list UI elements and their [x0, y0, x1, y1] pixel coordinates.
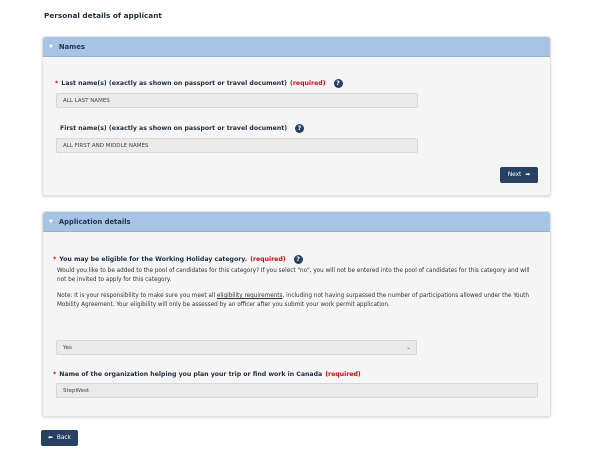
question-circle-icon[interactable]: ?	[295, 124, 304, 133]
organization-label-text: Name of the organization helping you plan your trip or find work in Canada	[59, 371, 323, 378]
working-holiday-selected-value: Yes	[63, 344, 72, 351]
last-name-input[interactable]	[56, 93, 418, 108]
last-name-label-text: Last name(s) (exactly as shown on passport or travel document)	[61, 80, 287, 87]
required-marker: (required)	[290, 80, 326, 87]
note-text-pre: Note: It is your responsibility to make sure you meet all	[57, 293, 217, 299]
note-text-post: , including not having surpassed the number of participations allowed under the Youth Mobility Agreement. Your eligibility will only be assessed by an officer after you submit your work permit application.	[57, 293, 529, 308]
chevron-down-icon: ▼	[49, 43, 53, 50]
chevron-down-icon: ▼	[49, 218, 53, 225]
first-name-value: ALL FIRST AND MIDDLE NAMES	[63, 142, 149, 149]
working-holiday-description: Would you like to be added to the pool of candidates for this category? If you select "no", you will not be entered into the pool of candidates for this category and will not be invited to apply for this category.	[57, 268, 530, 283]
working-holiday-label-text: You may be eligible for the Working Holiday category.	[59, 256, 248, 263]
names-panel-title: Names	[58, 42, 85, 51]
next-button-label: Next	[507, 172, 522, 178]
organization-label	[53, 371, 361, 378]
eligibility-note	[57, 292, 532, 309]
back-button-label: Back	[56, 435, 71, 441]
last-name-label	[55, 79, 343, 88]
arrow-left-icon: ⬅	[48, 435, 53, 441]
working-holiday-select[interactable]	[56, 340, 417, 355]
required-marker: (required)	[250, 256, 286, 263]
first-name-input[interactable]	[56, 138, 418, 153]
eligibility-requirements-link[interactable]: eligibility requirements	[216, 293, 283, 299]
question-circle-icon[interactable]: ?	[334, 79, 343, 88]
working-holiday-label	[53, 255, 303, 264]
required-marker: (required)	[325, 371, 361, 378]
arrow-right-icon: ➡	[525, 172, 531, 178]
required-star: *	[53, 256, 57, 263]
required-star: *	[55, 80, 59, 87]
question-circle-icon[interactable]: ?	[294, 255, 303, 264]
page-title: Personal details of applicant	[44, 11, 162, 20]
names-panel-header[interactable]	[43, 37, 550, 57]
application-panel-title: Application details	[58, 217, 131, 226]
application-panel-header[interactable]	[43, 212, 550, 232]
next-button[interactable]	[500, 167, 538, 183]
organization-value: StepWest	[63, 387, 90, 394]
application-panel	[42, 211, 551, 417]
organization-input[interactable]	[56, 383, 538, 398]
names-panel	[42, 36, 551, 196]
last-name-value: ALL LAST NAMES	[63, 97, 110, 104]
required-star: *	[53, 371, 57, 378]
first-name-label-text: First name(s) (exactly as shown on passport or travel document)	[60, 125, 288, 132]
back-button[interactable]	[41, 430, 78, 446]
first-name-label	[60, 124, 304, 133]
chevron-down-icon: ⌄	[405, 344, 411, 351]
